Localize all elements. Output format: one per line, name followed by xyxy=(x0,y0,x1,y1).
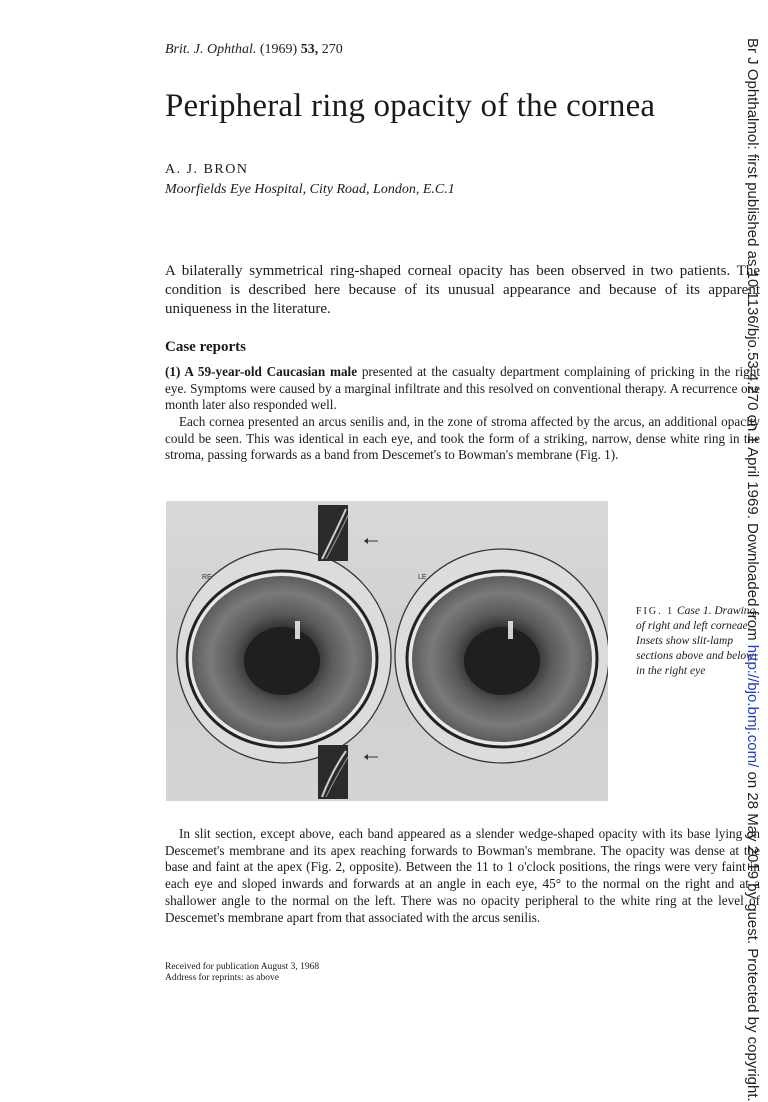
journal-link[interactable]: http://bjo.bmj.com/ xyxy=(744,644,761,768)
article-author: A. J. BRON xyxy=(165,162,249,177)
slit-lamp-inset-below xyxy=(318,745,378,799)
figure-caption-title: Case 1. xyxy=(677,605,712,617)
figure-1-image xyxy=(166,501,608,801)
corneae-drawing xyxy=(166,501,608,801)
body-paragraph-3: In slit section, except above, each band appeared as a slender wedge-shaped opacity with its base lying on Descemet's membrane and its apex reaching forwards to Bowman's membrane. The opacity was dense at the base and faint at the apex (Fig. 2, opposite). Between the 11 to 1 o'clock positions, the rings were very faint in each eye and sloped inwards and forwards at an angle in each eye, 45° to the normal on the right and at a shallower angle to the normal on the left. There was no opacity peripheral to the white ring at the level of Descemet's membrane apart from that associated with the arcus senilis. xyxy=(165,826,760,925)
case-1-text: presented at the casualty department complaining of pricking in the right eye. Symptoms were caused by a marginal infiltrate and this resolved on conventional therapy. A recurrence one month later also responded well. xyxy=(165,364,760,413)
sidebar-suffix: on 28 May 2019 by guest. Protected by copyright. xyxy=(744,767,761,1102)
figure-label: FIG. 1 xyxy=(636,606,675,617)
case-1-paragraph xyxy=(165,364,760,414)
slit-lamp-inset-above xyxy=(318,505,378,561)
journal-citation xyxy=(165,42,343,58)
article-affiliation: Moorfields Eye Hospital, City Road, London, E.C.1 xyxy=(165,182,455,197)
abstract-paragraph: A bilaterally symmetrical ring-shaped corneal opacity has been observed in two patients. The condition is described here because of its unusual appearance and because of its apparent uniqueness in the literature. xyxy=(165,263,760,317)
journal-volume: 53, xyxy=(300,42,319,57)
label-right-eye: RE xyxy=(202,574,212,581)
section-heading: Case reports xyxy=(165,339,246,355)
journal-year: (1969) xyxy=(259,42,298,57)
journal-name: Brit. J. Ophthal. xyxy=(165,42,257,57)
copyright-sidebar xyxy=(735,38,761,1102)
sidebar-prefix: Br J Ophthalmol: first published as 10.1136/bjo.53.4.270 on 1 April 1969. Downloaded from xyxy=(744,38,761,645)
footnote xyxy=(165,962,319,984)
journal-page: 270 xyxy=(321,42,343,57)
copyright-sidebar-text xyxy=(744,38,761,1102)
label-left-eye: LE xyxy=(418,574,427,581)
figure-caption-text: Drawing of right and left corneae. Insets show slit-lamp sections above and below in the right eye xyxy=(636,605,756,677)
article-title: Peripheral ring opacity of the cornea xyxy=(165,88,656,124)
footnote-received: Received for publication August 3, 1968 xyxy=(165,962,320,972)
footnote-address: Address for reprints: as above xyxy=(165,973,279,983)
left-eye-drawing xyxy=(395,549,608,763)
case-1-lead: (1) A 59-year-old Caucasian male xyxy=(165,364,358,379)
body-paragraph-2: Each cornea presented an arcus senilis and, in the zone of stroma affected by the arcus, an additional opacity could be seen. This was identical in each eye, and took the form of a striking, narrow, dense white ring in the stroma, passing forwards as a band from Descemet's to Bowman's membrane (Fig. 1). xyxy=(165,414,760,463)
right-eye-drawing xyxy=(177,549,391,763)
